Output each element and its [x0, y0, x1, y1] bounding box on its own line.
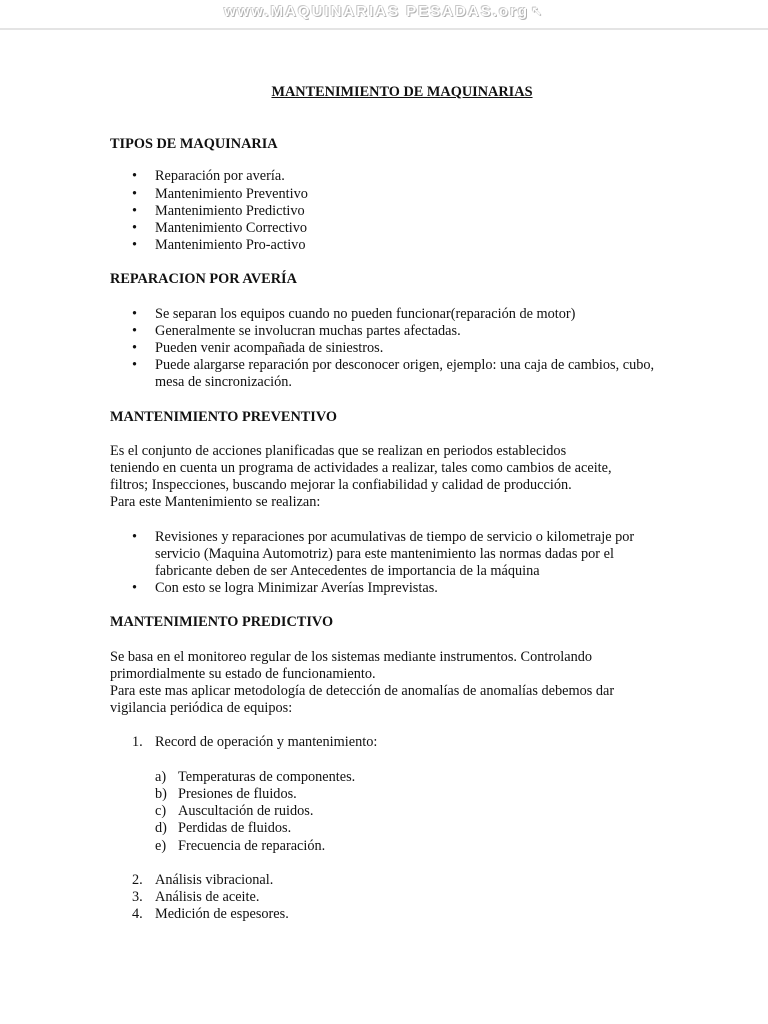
numbered-item: [110, 906, 670, 923]
paragraph-line: Para este mas aplicar metodología de detección de anomalías de anomalías debemos dar: [110, 683, 615, 700]
section-heading-predictivo: MANTENIMIENTO PREDICTIVO: [110, 614, 334, 631]
list-item: • Se separan los equipos cuando no pueden funcionar(reparación de motor): [110, 306, 670, 323]
sub-item: [110, 820, 670, 837]
list-item: • Mantenimiento Correctivo: [110, 220, 670, 237]
mouse-cursor-icon: ↖: [531, 4, 545, 19]
list-item: • Mantenimiento Pro-activo: [110, 237, 670, 254]
paragraph-line: primordialmente su estado de funcionamiento.: [110, 665, 376, 682]
document-title: MANTENIMIENTO DE MAQUINARIAS: [271, 84, 533, 100]
item-text: Temperaturas de componentes.: [178, 768, 356, 785]
item-text: Presiones de fluidos.: [178, 785, 297, 802]
watermark: [0, 3, 768, 29]
tipos-list: [110, 168, 670, 254]
document-body: [110, 84, 670, 923]
sub-item: [110, 786, 670, 803]
paragraph-line: teniendo en cuenta un programa de actividades a realizar, tales como cambios de aceite,: [110, 460, 612, 477]
item-number: 3.: [132, 888, 143, 905]
preventivo-paragraph: [110, 443, 670, 512]
list-item: • Revisiones y reparaciones por acumulativas de tiempo de servicio o kilometraje por servicio (Maquina Automotriz) para este mantenimiento las normas dadas por el fabricante deben de ser Antecedentes de importancia de la máquina: [110, 529, 670, 581]
numbered-item: [110, 889, 670, 906]
item-number: 2.: [132, 871, 143, 888]
list-item: • Generalmente se involucran muchas partes afectadas.: [110, 323, 670, 340]
item-number: 4.: [132, 906, 143, 923]
paragraph-line: Es el conjunto de acciones planificadas que se realizan en periodos establecidos: [110, 442, 567, 459]
item-text: Frecuencia de reparación.: [178, 837, 326, 854]
section-heading-preventivo: MANTENIMIENTO PREVENTIVO: [110, 408, 338, 425]
paragraph-line: filtros; Inspecciones, buscando mejorar la confiabilidad y calidad de producción.: [110, 477, 572, 494]
item-text: Análisis de aceite.: [155, 888, 260, 905]
item-letter: c): [155, 803, 167, 820]
item-letter: b): [155, 785, 167, 802]
paragraph-line: Para este Mantenimiento se realizan:: [110, 494, 321, 511]
predictivo-sub-list: [110, 769, 670, 855]
list-item: • Reparación por avería.: [110, 168, 670, 185]
predictivo-numbered-list-continued: [110, 872, 670, 924]
list-item: • Puede alargarse reparación por desconocer origen, ejemplo: una caja de cambios, cubo, mesa de sincronización.: [110, 357, 670, 391]
item-text: Medición de espesores.: [155, 906, 289, 923]
item-text: Análisis vibracional.: [155, 871, 274, 888]
item-number: 1.: [132, 734, 143, 751]
predictivo-numbered-list: [110, 734, 670, 751]
section-heading-tipos: TIPOS DE MAQUINARIA: [110, 136, 278, 153]
list-item: • Pueden venir acompañada de siniestros.: [110, 340, 670, 357]
sub-item: [110, 803, 670, 820]
item-text: Perdidas de fluidos.: [178, 820, 292, 837]
item-text: Record de operación y mantenimiento:: [155, 734, 378, 751]
list-item: • Con esto se logra Minimizar Averías Imprevistas.: [110, 580, 670, 597]
reparacion-list: [110, 306, 670, 392]
paragraph-line: vigilancia periódica de equipos:: [110, 700, 293, 717]
sub-item: [110, 838, 670, 855]
watermark-text: www.MAQUINARIAS PESADAS.org: [223, 3, 530, 20]
item-letter: e): [155, 837, 167, 854]
sub-item: [110, 769, 670, 786]
list-item: • Mantenimiento Predictivo: [110, 203, 670, 220]
predictivo-paragraph: [110, 649, 670, 718]
numbered-item: [110, 734, 670, 751]
numbered-item: [110, 872, 670, 889]
item-letter: d): [155, 820, 167, 837]
section-heading-reparacion: REPARACION POR AVERÍA: [110, 271, 297, 288]
top-divider: [0, 28, 768, 30]
list-item: • Mantenimiento Preventivo: [110, 186, 670, 203]
item-letter: a): [155, 768, 167, 785]
preventivo-list: [110, 529, 670, 598]
item-text: Auscultación de ruidos.: [178, 803, 314, 820]
paragraph-line: Se basa en el monitoreo regular de los sistemas mediante instrumentos. Controlando: [110, 648, 593, 665]
